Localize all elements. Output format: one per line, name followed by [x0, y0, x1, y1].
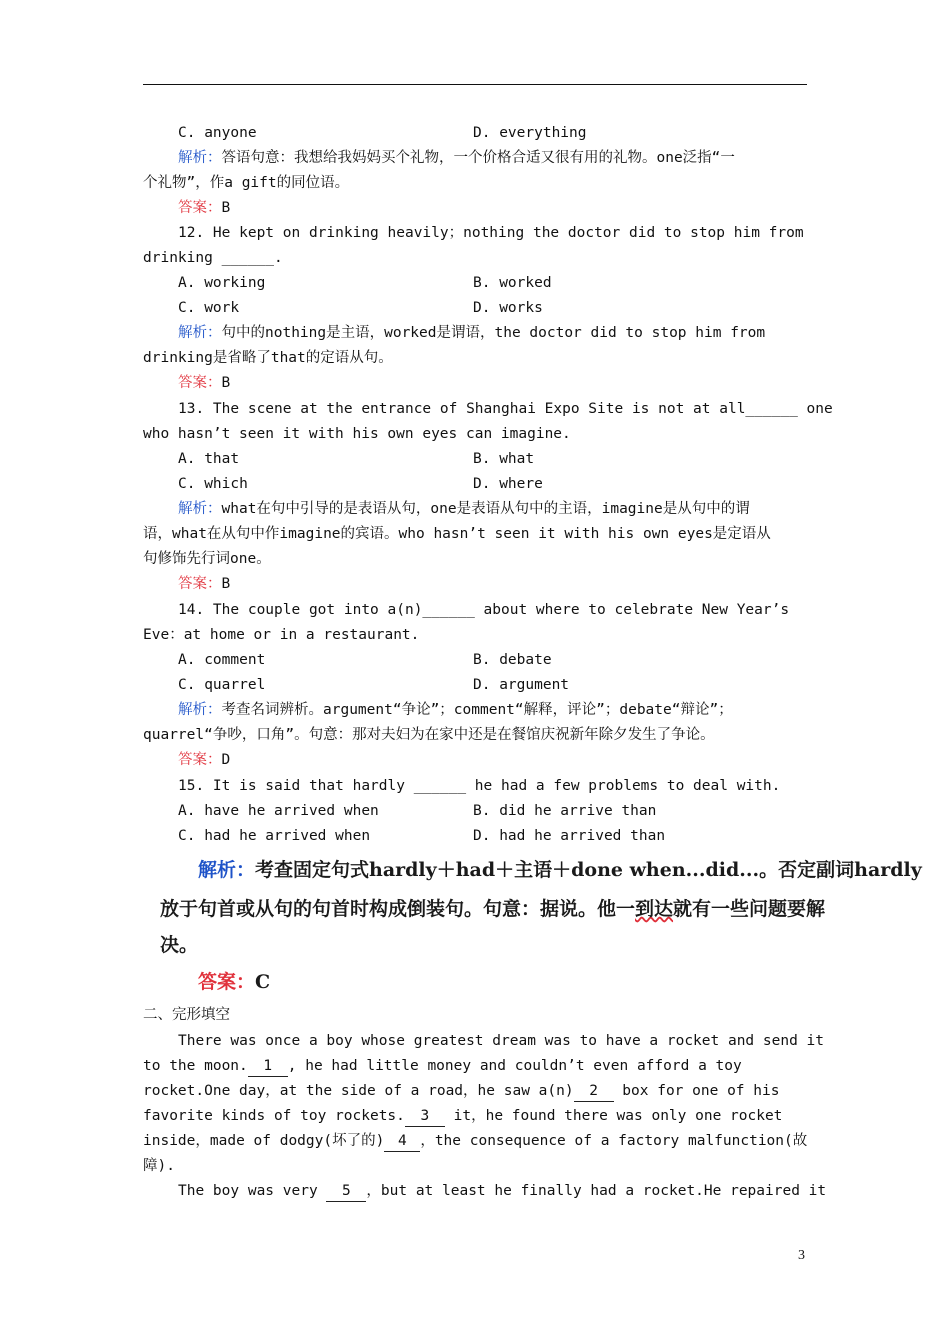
answer-label: 答案：	[178, 752, 222, 768]
answer-label: 答案：	[178, 200, 222, 216]
blank-3: 3	[405, 1106, 445, 1127]
blank-4: 4	[384, 1131, 420, 1152]
q13-option-d: D. where	[473, 476, 543, 492]
q11-option-c: C. anyone	[178, 125, 257, 141]
blank-5: 5	[326, 1181, 366, 1202]
page-number: 3	[798, 1248, 805, 1263]
q13-analysis: 解析：what在句中引导的是表语从句，one是表语从句中的主语，imagine是从句中的谓	[178, 501, 750, 517]
answer-label: 答案：	[198, 971, 256, 993]
q13-stem: 13. The scene at the entrance of Shanghai Expo Site is not at all______ one	[178, 401, 833, 417]
cloze-line-1: There was once a boy whose greatest dream was to have a rocket and send it	[178, 1033, 825, 1049]
q15-option-b: B. did he arrive than	[473, 803, 657, 819]
q15-analysis: 解析：考查固定句式hardly＋had＋主语＋done when...did...。否定副词hardly	[198, 859, 922, 881]
q13-option-b: B. what	[473, 451, 535, 467]
q15-option-d: D. had he arrived than	[473, 828, 666, 844]
header-rule	[143, 84, 807, 85]
answer-label: 答案：	[178, 375, 222, 391]
q13-stem-cont: who hasn’t seen it with his own eyes can imagine.	[143, 426, 571, 442]
q15-option-a: A. have he arrived when	[178, 803, 379, 819]
q14-option-b: B. debate	[473, 652, 552, 668]
q14-option-d: D. argument	[473, 677, 570, 693]
q11-analysis-cont: 个礼物”，作a gift的同位语。	[143, 175, 350, 191]
analysis-label: 解析：	[178, 702, 222, 718]
analysis-label: 解析：	[198, 859, 256, 881]
q15-option-c: C. had he arrived when	[178, 828, 371, 844]
cloze-line-6: 障).	[143, 1158, 175, 1174]
cloze-line-2: to the moon. 1 , he had little money and couldn’t even afford a toy	[143, 1056, 742, 1077]
q13-analysis-cont-2: 句修饰先行词one。	[143, 551, 271, 567]
section-heading: 二、完形填空	[143, 1007, 230, 1023]
q15-stem: 15. It is said that hardly ______ he had a few problems to deal with.	[178, 778, 781, 794]
q14-option-c: C. quarrel	[178, 677, 266, 693]
q15-analysis-cont: 放于句首或从句的句首时构成倒装句。句意：据说。他一到达就有一些问题要解	[160, 898, 826, 920]
q13-answer: 答案：B	[178, 576, 231, 592]
q13-option-c: C. which	[178, 476, 248, 492]
q12-option-d: D. works	[473, 300, 543, 316]
q11-option-d: D. everything	[473, 125, 587, 141]
q11-analysis: 解析：答语句意：我想给我妈妈买个礼物，一个价格合适又很有用的礼物。one泛指“一	[178, 150, 735, 166]
q12-stem: 12. He kept on drinking heavily；nothing the doctor did to stop him from	[178, 225, 804, 241]
answer-label: 答案：	[178, 576, 222, 592]
q12-analysis: 解析：句中的nothing是主语，worked是谓语，the doctor did to stop him from	[178, 325, 766, 341]
analysis-label: 解析：	[178, 325, 222, 341]
q12-stem-cont: drinking ______.	[143, 250, 283, 266]
q14-analysis-cont: quarrel“争吵，口角”。句意：那对夫妇为在家中还是在餐馆庆祝新年除夕发生了争论。	[143, 727, 715, 743]
q12-analysis-cont: drinking是省略了that的定语从句。	[143, 350, 393, 366]
q12-option-a: A. working	[178, 275, 266, 291]
cloze-line-7: The boy was very 5 ，but at least he finally had a rocket.He repaired it	[178, 1181, 826, 1202]
analysis-label: 解析：	[178, 150, 222, 166]
cloze-line-4: favorite kinds of toy rockets. 3 it，he found there was only one rocket	[143, 1106, 782, 1127]
blank-1: 1	[248, 1056, 288, 1077]
cloze-line-5: inside，made of dodgy(坏了的) 4 ，the consequence of a factory malfunction(故	[143, 1131, 807, 1152]
q12-answer: 答案：B	[178, 375, 231, 391]
q13-option-a: A. that	[178, 451, 240, 467]
analysis-label: 解析：	[178, 501, 222, 517]
q15-analysis-cont-2: 决。	[160, 934, 199, 956]
q14-analysis: 解析：考查名词辨析。argument“争论”；comment“解释，评论”；debate“辩论”；	[178, 702, 733, 718]
q14-answer: 答案：D	[178, 752, 231, 768]
q14-stem: 14. The couple got into a(n)______ about where to celebrate New Year’s	[178, 602, 790, 618]
q14-stem-cont: Eve：at home or in a restaurant.	[143, 627, 420, 643]
q13-analysis-cont: 语，what在从句中作imagine的宾语。who hasn’t seen it with his own eyes是定语从	[143, 526, 771, 542]
q12-option-b: B. worked	[473, 275, 552, 291]
q12-option-c: C. work	[178, 300, 240, 316]
q11-answer: 答案：B	[178, 200, 231, 216]
q15-answer: 答案：C	[198, 971, 271, 993]
blank-2: 2	[574, 1081, 614, 1102]
q14-option-a: A. comment	[178, 652, 266, 668]
cloze-line-3: rocket.One day，at the side of a road，he saw a(n) 2 box for one of his	[143, 1081, 779, 1102]
